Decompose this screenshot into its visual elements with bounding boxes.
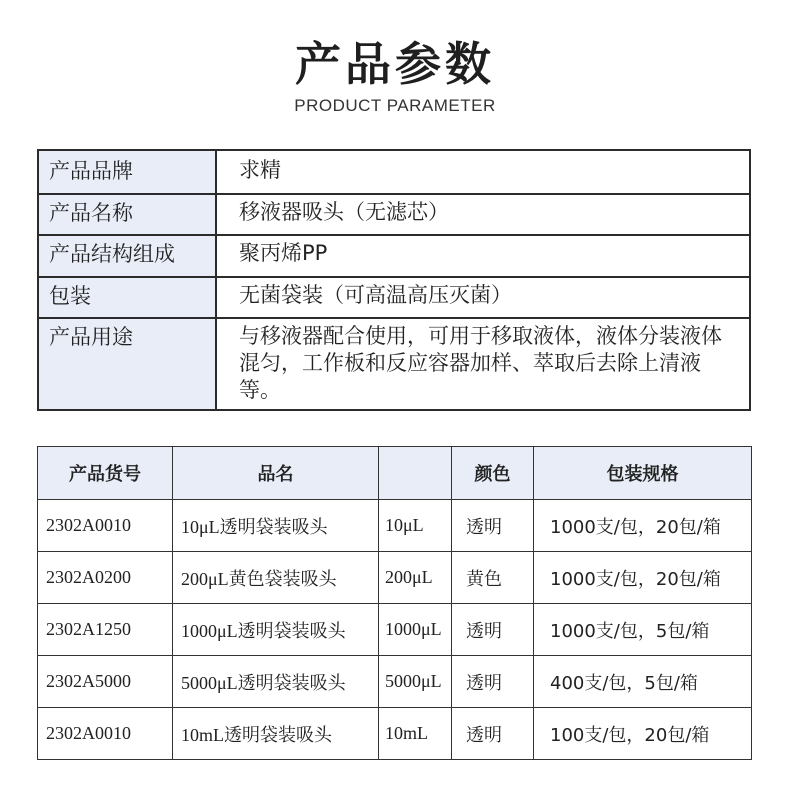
cell-color: 透明 bbox=[452, 708, 534, 760]
product-table-header bbox=[38, 447, 752, 500]
cell-color: 黄色 bbox=[452, 552, 534, 604]
cell-packing: 1000支/包，20包/箱 bbox=[534, 552, 752, 604]
param-row-name bbox=[38, 194, 750, 235]
param-value: 移液器吸头（无滤芯） bbox=[216, 194, 750, 235]
param-row-structure bbox=[38, 235, 750, 277]
product-table bbox=[37, 446, 752, 760]
cell-packing: 100支/包，20包/箱 bbox=[534, 708, 752, 760]
param-value: 无菌袋装（可高温高压灭菌） bbox=[216, 277, 750, 318]
cell-volume: 200μL bbox=[379, 552, 452, 604]
cell-sku: 2302A0010 bbox=[38, 708, 173, 760]
cell-name: 10μL透明袋装吸头 bbox=[173, 500, 379, 552]
cell-volume: 1000μL bbox=[379, 604, 452, 656]
parameter-table bbox=[37, 149, 751, 411]
page-title: 产品参数 bbox=[295, 37, 495, 91]
param-key: 产品用途 bbox=[38, 318, 216, 410]
param-row-usage bbox=[38, 318, 750, 410]
column-header-volume bbox=[379, 447, 452, 500]
param-row-packaging bbox=[38, 277, 750, 318]
param-row-brand bbox=[38, 150, 750, 194]
param-key: 产品结构组成 bbox=[38, 235, 216, 277]
table-row bbox=[38, 500, 752, 552]
param-value: 求精 bbox=[216, 150, 750, 194]
cell-packing: 1000支/包，5包/箱 bbox=[534, 604, 752, 656]
cell-name: 10mL透明袋装吸头 bbox=[173, 708, 379, 760]
page-subtitle: PRODUCT PARAMETER bbox=[294, 96, 496, 115]
cell-sku: 2302A0010 bbox=[38, 500, 173, 552]
cell-name: 200μL黄色袋装吸头 bbox=[173, 552, 379, 604]
cell-sku: 2302A0200 bbox=[38, 552, 173, 604]
cell-volume: 10mL bbox=[379, 708, 452, 760]
cell-color: 透明 bbox=[452, 656, 534, 708]
cell-name: 5000μL透明袋装吸头 bbox=[173, 656, 379, 708]
cell-color: 透明 bbox=[452, 604, 534, 656]
cell-volume: 10μL bbox=[379, 500, 452, 552]
column-header-packing: 包装规格 bbox=[534, 447, 752, 500]
cell-sku: 2302A5000 bbox=[38, 656, 173, 708]
column-header-color: 颜色 bbox=[452, 447, 534, 500]
param-key: 产品品牌 bbox=[38, 150, 216, 194]
param-key: 包装 bbox=[38, 277, 216, 318]
cell-name: 1000μL透明袋装吸头 bbox=[173, 604, 379, 656]
table-row bbox=[38, 708, 752, 760]
param-value: 聚丙烯PP bbox=[216, 235, 750, 277]
param-key: 产品名称 bbox=[38, 194, 216, 235]
param-value: 与移液器配合使用，可用于移取液体，液体分装液体混匀，工作板和反应容器加样、萃取后去除上清液等。 bbox=[216, 318, 750, 410]
cell-volume: 5000μL bbox=[379, 656, 452, 708]
table-row bbox=[38, 552, 752, 604]
table-row bbox=[38, 656, 752, 708]
cell-packing: 1000支/包，20包/箱 bbox=[534, 500, 752, 552]
cell-packing: 400支/包，5包/箱 bbox=[534, 656, 752, 708]
cell-sku: 2302A1250 bbox=[38, 604, 173, 656]
column-header-name: 品名 bbox=[173, 447, 379, 500]
table-row bbox=[38, 604, 752, 656]
cell-color: 透明 bbox=[452, 500, 534, 552]
column-header-sku: 产品货号 bbox=[38, 447, 173, 500]
